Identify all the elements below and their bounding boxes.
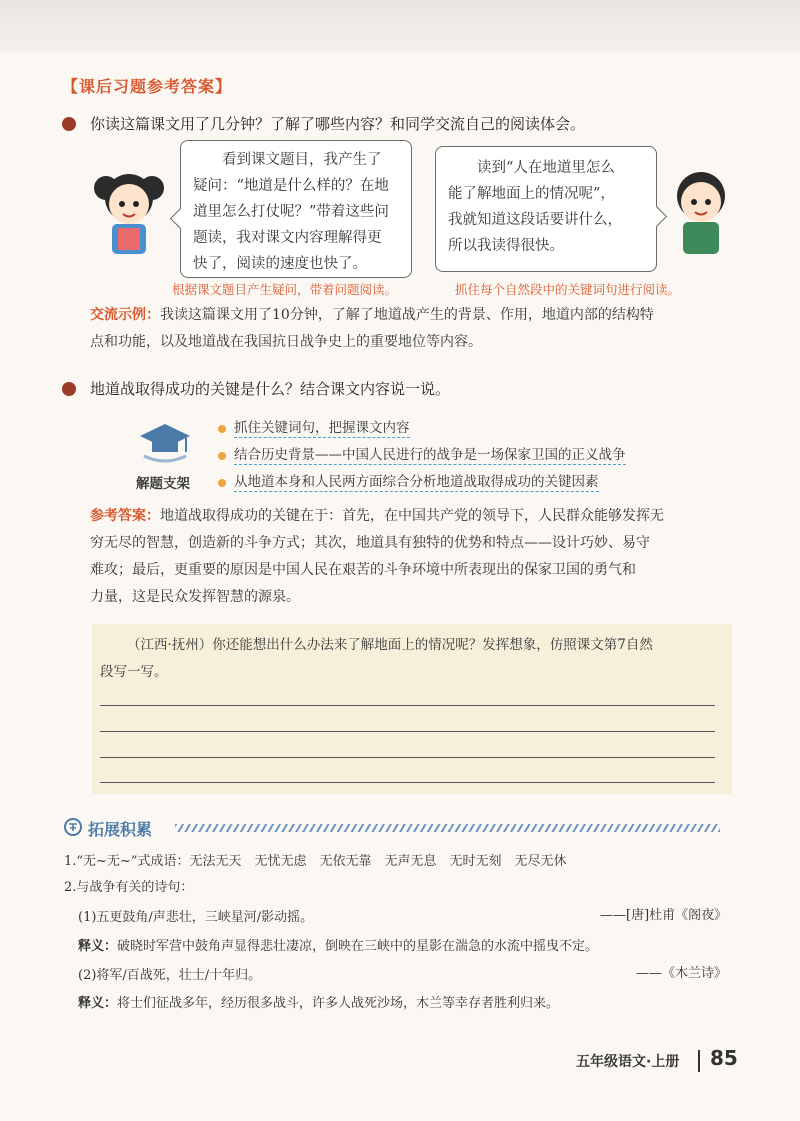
writing-line[interactable] — [100, 757, 715, 758]
footer-divider — [698, 1050, 700, 1072]
writing-line[interactable] — [100, 782, 715, 783]
answer-line: 力量，这是民众发挥智慧的源泉。 — [90, 589, 300, 605]
reference-answer — [90, 503, 730, 611]
example-answer — [90, 302, 730, 356]
question-2: 地道战取得成功的关键是什么？结合课文内容说一说。 — [90, 380, 451, 398]
bubble-right-line: 所以我读得很快。 — [448, 238, 564, 254]
extension-item-1: 1.“无~无~”式成语：无法无天 无忧无虑 无依无靠 无声无息 无时无刻 无尽无休 — [64, 854, 567, 869]
bubble-left-line: 快了，阅读的速度也快了。 — [193, 256, 367, 272]
answer-line: 难攻；最后，更重要的原因是中国人民在艰苦的斗争环境中所表现出的保家卫国的勇气和 — [90, 562, 636, 578]
scaffold-item-text: 结合历史背景——中国人民进行的战争是一场保家卫国的正义战争 — [234, 447, 626, 463]
extension-item-2: 2.与战争有关的诗句： — [64, 880, 194, 895]
practice-prompt — [100, 632, 730, 686]
example-line: 我读这篇课文用了10分钟，了解了地道战产生的背景、作用，地道内部的结构特 — [160, 307, 654, 323]
poem-1-source: ——[唐]杜甫《阁夜》 — [600, 908, 728, 923]
bubble-left-line: 题读，我对课文内容理解得更 — [193, 230, 382, 246]
bubble-left-line: 道里怎么打仗呢？”带着这些问 — [193, 204, 389, 220]
gloss-label: 释义： — [78, 939, 118, 954]
section-title: 【课后习题参考答案】 — [62, 77, 233, 96]
practice-line: 段写一写。 — [100, 664, 168, 680]
decorative-stripe — [175, 824, 720, 832]
answer-line: 穷无尽的智慧，创造新的斗争方式；其次，地道具有独特的优势和特点——设计巧妙、易守 — [90, 535, 650, 551]
bubble-left-line: 疑问：“地道是什么样的？在地 — [193, 178, 389, 194]
bubble-right-line: 能了解地面上的情况呢”， — [448, 186, 615, 202]
example-line: 点和功能，以及地道战在我国抗日战争史上的重要地位等内容。 — [90, 334, 482, 350]
gloss-2 — [78, 992, 559, 1011]
gloss-label: 释义： — [78, 996, 118, 1011]
bubble-right-line: 我就知道这段话要讲什么， — [448, 212, 622, 228]
book-title: 五年级语文·上册 — [576, 1054, 680, 1070]
bullet-dot-icon — [218, 452, 226, 460]
scaffold-item — [218, 443, 626, 463]
answer-label: 参考答案： — [90, 508, 160, 524]
question-1: 你读这篇课文用了几分钟？了解了哪些内容？和同学交流自己的阅读体会。 — [90, 115, 586, 133]
example-label: 交流示例： — [90, 307, 160, 323]
gloss-text: 将士们征战多年，经历很多战斗，许多人战死沙场，木兰等幸存者胜利归来。 — [117, 996, 560, 1011]
graduation-cap-icon — [138, 420, 192, 466]
note-right: 抓住每个自然段中的关键词句进行阅读。 — [455, 282, 681, 297]
poem-2-source: ——《木兰诗》 — [636, 966, 728, 981]
extension-title: 拓展积累 — [88, 820, 153, 839]
scaffold-item — [218, 470, 599, 490]
speech-bubble-right — [435, 146, 657, 272]
boy-illustration — [665, 162, 735, 258]
bubble-left-line: 看到课文题目，我产生了 — [222, 152, 382, 168]
scaffold-label: 解题支架 — [136, 476, 190, 492]
bubble-right-line: 读到“人在地道里怎么 — [477, 160, 615, 176]
page-number: 85 — [710, 1046, 738, 1070]
girl-illustration — [88, 160, 168, 260]
note-left: 根据课文题目产生疑问，带着问题阅读。 — [172, 282, 398, 297]
question-bullet-icon — [62, 382, 76, 396]
scaffold-item — [218, 416, 410, 436]
bullet-dot-icon — [218, 425, 226, 433]
answer-line: 地道战取得成功的关键在于：首先，在中国共产党的领导下，人民群众能够发挥无 — [160, 508, 664, 524]
extension-icon — [64, 818, 82, 836]
writing-line[interactable] — [100, 705, 715, 706]
scaffold-item-text: 从地道本身和人民两方面综合分析地道战取得成功的关键因素 — [234, 474, 599, 490]
bullet-dot-icon — [218, 479, 226, 487]
gloss-1 — [78, 935, 598, 954]
speech-bubble-left — [180, 140, 412, 278]
practice-line: （江西·抚州）你还能想出什么办法来了解地面上的情况呢？发挥想象，仿照课文第7自然 — [127, 637, 653, 653]
question-bullet-icon — [62, 117, 76, 131]
writing-line[interactable] — [100, 731, 715, 732]
poem-2: (2)将军/百战死，壮士/十年归。 — [78, 968, 262, 983]
scaffold-item-text: 抓住关键词句，把握课文内容 — [234, 420, 410, 436]
gloss-text: 破晓时军营中鼓角声显得悲壮凄凉，倒映在三峡中的星影在湍急的水流中摇曳不定。 — [117, 939, 599, 954]
poem-1: (1)五更鼓角/声悲壮，三峡星河/影动摇。 — [78, 910, 314, 925]
top-band — [0, 0, 800, 52]
